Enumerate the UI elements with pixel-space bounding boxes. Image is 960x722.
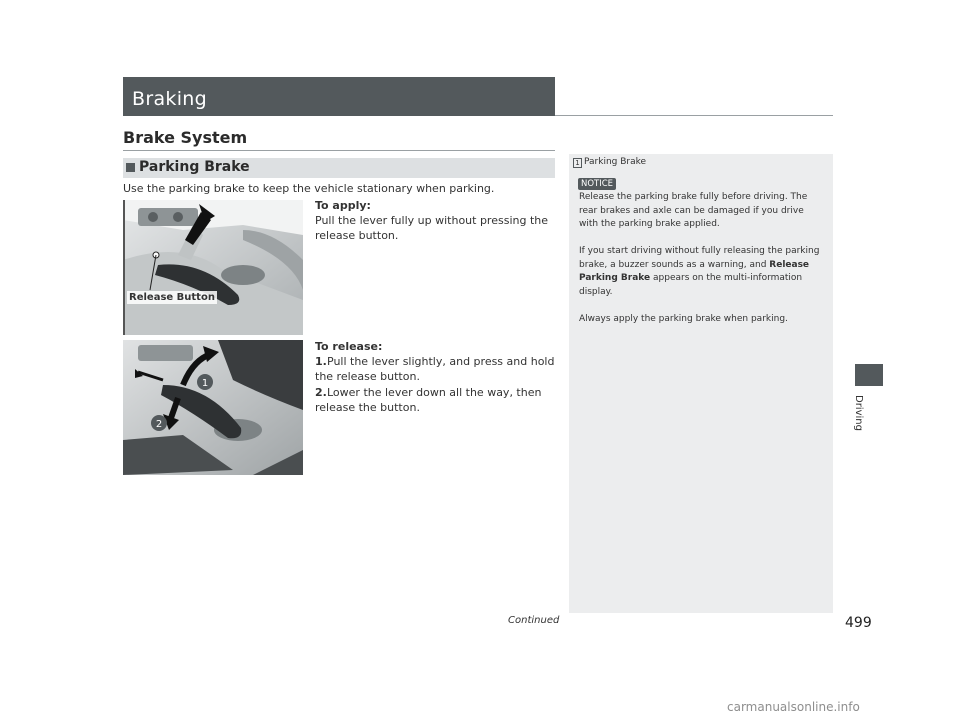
chapter-side-tab <box>855 364 883 386</box>
step-number: 1. <box>315 355 327 368</box>
side-tab-text: Driving <box>853 395 864 431</box>
note-marker-icon: 1 <box>573 158 582 168</box>
note-heading-text: Parking Brake <box>584 157 647 167</box>
step-text: Lower the lever down all the way, then release the button. <box>315 386 542 414</box>
parking-brake-apply-figure <box>123 200 303 335</box>
release-button-callout: Release Button <box>129 292 215 303</box>
page-number: 499 <box>845 615 872 631</box>
side-tab-label <box>850 395 890 435</box>
chapter-title: Braking <box>132 88 207 110</box>
notice-badge: NOTICE <box>578 178 616 190</box>
section-divider <box>123 150 555 151</box>
note-paragraph: Release the parking brake fully before driving. The rear brakes and axle can be damaged if you drive with the parking brake applied. <box>579 192 808 229</box>
apply-instructions: Pull the lever fully up without pressing the release button. <box>315 214 549 242</box>
apply-heading: To apply: <box>315 199 371 212</box>
release-step <box>315 385 555 415</box>
step-text: Pull the lever slightly, and press and hold the release button. <box>315 355 555 383</box>
parking-brake-release-figure <box>123 340 303 475</box>
section-title: Brake System <box>123 128 248 147</box>
subsection-marker-icon <box>126 163 135 172</box>
note-text: If you start driving without fully releasing the parking brake, a buzzer sounds as a warning, and <box>579 246 820 270</box>
release-step <box>315 354 555 384</box>
note-text: appears on the multi-information display. <box>579 273 803 297</box>
callout-2: 2 <box>155 419 163 430</box>
chapter-divider <box>555 115 833 116</box>
intro-text: Use the parking brake to keep the vehicle stationary when parking. <box>123 182 495 195</box>
callout-1: 1 <box>201 378 209 389</box>
watermark: carmanualsonline.info <box>727 700 860 714</box>
note-paragraph: Always apply the parking brake when parking. <box>579 314 788 324</box>
note-heading <box>573 157 646 168</box>
release-heading: To release: <box>315 340 383 353</box>
subsection-title: Parking Brake <box>139 159 250 175</box>
note-bold-text: Release Parking Brake <box>579 259 810 283</box>
step-number: 2. <box>315 386 327 399</box>
continued-label: Continued <box>508 615 560 626</box>
note-paragraph <box>579 245 825 299</box>
